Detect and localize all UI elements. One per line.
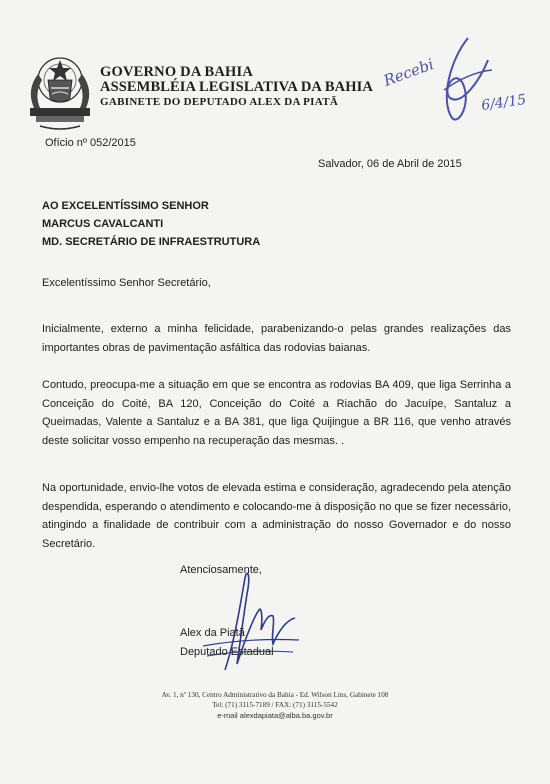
footer-phone: Tel: (71) 3115-7189 / FAX: (71) 3115-5542 [212,701,338,709]
signer-name: Alex da Piatã [180,627,245,639]
body-paragraph: Contudo, preocupa-me a situação em que se encontra as rodovias BA 409, que liga Serrinha a Conceição do Coité, BA 120, Conceição do Coité a Riachão do Jacuípe, Santaluz a Queimadas, Valente a Santaluz e a BA 381, que liga Quijingue a BR 116, que venho através deste solicitar vosso empenho na recuperação das mesmas. . [42,379,511,447]
signature-scribble [195,560,305,680]
addressee-line: AO EXCELENTÍSSIMO SENHOR [42,200,209,212]
body-paragraph: Inicialmente, externo a minha felicidade, parabenizando-o pelas grandes realizações das importantes obras de pavimentação asfáltica das rodovias baianas. [42,323,511,354]
letterhead-line-office: GABINETE DO DEPUTADO ALEX DA PIATÃ [100,96,339,108]
footer-email: e-mail alexdapiata@alba.ba.gov.br [217,711,333,720]
letterhead-line-assembly: ASSEMBLÉIA LEGISLATIVA DA BAHIA [100,79,373,95]
letterhead [100,65,373,110]
handwritten-word: Recebi [381,55,437,90]
handwritten-date: 6/4/15 [480,91,528,114]
letter-date: Salvador, 06 de Abril de 2015 [318,158,462,170]
letterhead-line-government: GOVERNO DA BAHIA [100,64,254,80]
closing: Atenciosamente, [180,564,262,576]
letter-reference: Ofício nº 052/2015 [45,137,136,149]
body-paragraph: Na oportunidade, envio-lhe votos de elevada estima e consideração, agradecendo pela atenção despendida, esperando o atendimento e colocando-me à disposição no que se fizer necessário, atingindo a finalidade de contribuir com a administração do nosso Governador e do nosso Secretário. [42,482,511,550]
addressee-line: MARCUS CAVALCANTI [42,218,164,230]
addressee-line: MD. SECRETÁRIO DE INFRAESTRUTURA [42,236,261,248]
footer-address: Av. 1, nº 130, Centro Administrativo da Bahia - Ed. Wilson Lins, Gabinete 108 [161,691,389,699]
handwritten-receipt-note [380,30,530,130]
state-coat-of-arms-icon [22,50,98,132]
salutation: Excelentíssimo Senhor Secretário, [42,277,211,289]
signer-role: Deputado Estadual [180,646,274,658]
